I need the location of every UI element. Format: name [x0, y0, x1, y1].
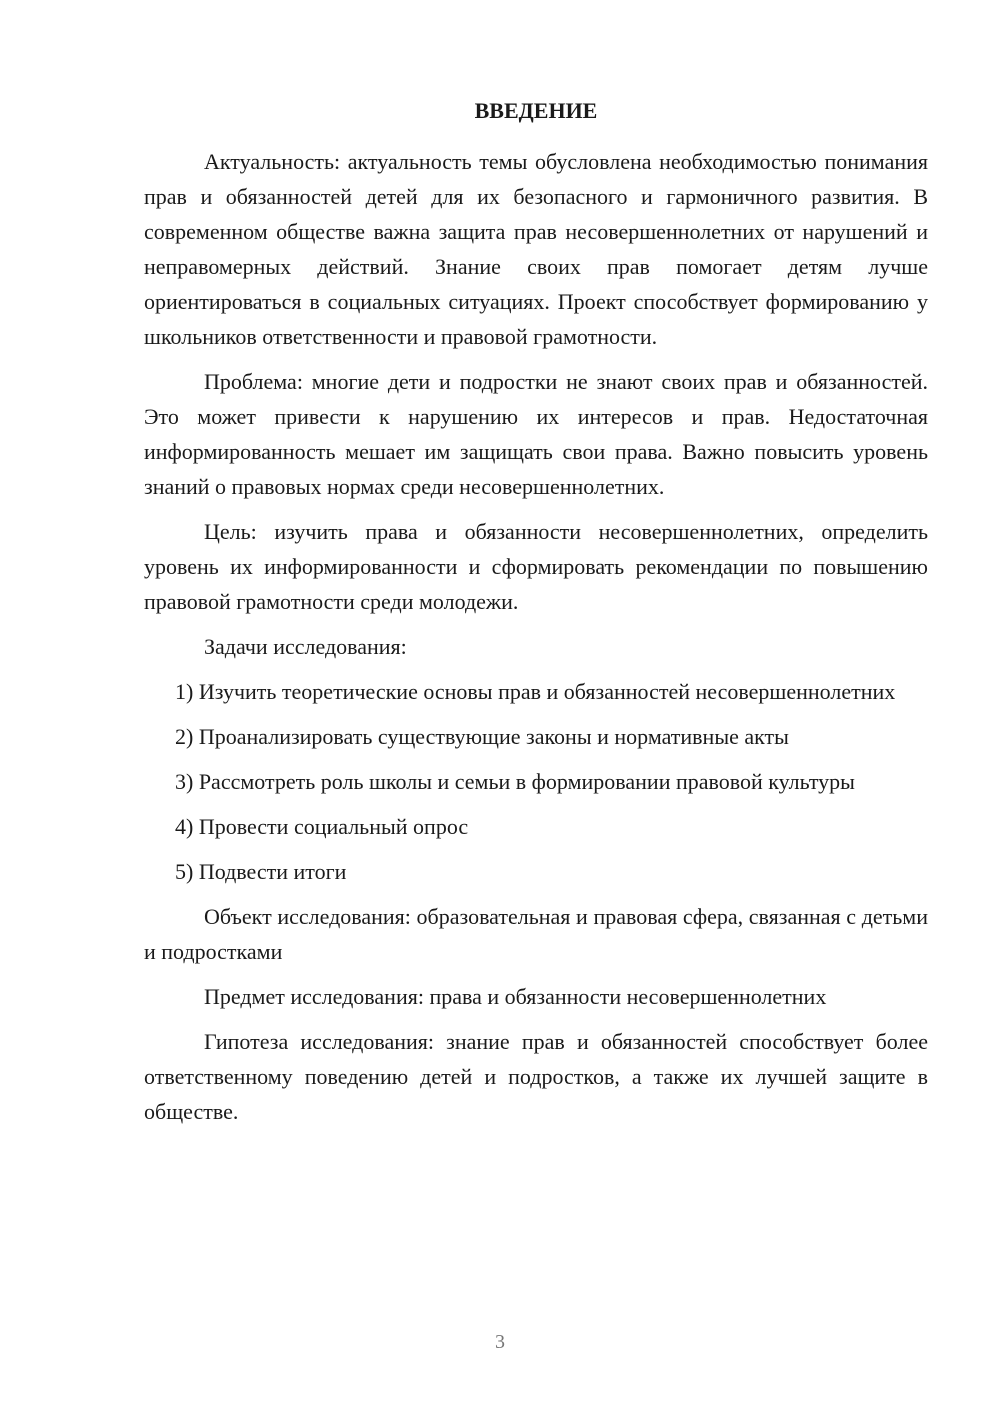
page-content [144, 94, 928, 1139]
page-title: ВВЕДЕНИЕ [474, 98, 598, 123]
paragraph-object: Объект исследования: образовательная и правовая сфера, связанная с детьми и подростками [144, 904, 928, 964]
paragraph-tasks-heading: Задачи исследования: [204, 634, 407, 659]
list-item: 3) Рассмотреть роль школы и семьи в формировании правовой культуры [175, 769, 855, 794]
list-item: 5) Подвести итоги [175, 859, 347, 884]
list-item: 1) Изучить теоретические основы прав и обязанностей несовершеннолетних [175, 679, 896, 704]
list-item: 2) Проанализировать существующие законы и нормативные акты [175, 724, 789, 749]
paragraph-problem: Проблема: многие дети и подростки не знают своих прав и обязанностей. Это может привести к нарушению их интересов и прав. Недостаточная информированность мешает им защищать свои права. Важно повысить уровень знаний о правовых нормах среди несовершеннолетних. [144, 369, 928, 499]
page-number: 3 [495, 1331, 505, 1353]
paragraph-goal: Цель: изучить права и обязанности несовершеннолетних, определить уровень их информированности и сформировать рекомендации по повышению правовой грамотности среди молодежи. [144, 519, 928, 614]
paragraph-hypothesis: Гипотеза исследования: знание прав и обязанностей способствует более ответственному поведению детей и подростков, а также их лучшей защите в обществе. [144, 1029, 928, 1124]
paragraph-relevance: Актуальность: актуальность темы обусловлена необходимостью понимания прав и обязанностей детей для их безопасного и гармоничного развития. В современном обществе важна защита прав несовершеннолетних от нарушений и неправомерных действий. Знание своих прав помогает детям лучше ориентироваться в социальных ситуациях. Проект способствует формированию у школьников ответственности и правовой грамотности. [144, 149, 928, 349]
list-item: 4) Провести социальный опрос [175, 814, 469, 839]
paragraph-subject: Предмет исследования: права и обязанности несовершеннолетних [204, 984, 827, 1009]
